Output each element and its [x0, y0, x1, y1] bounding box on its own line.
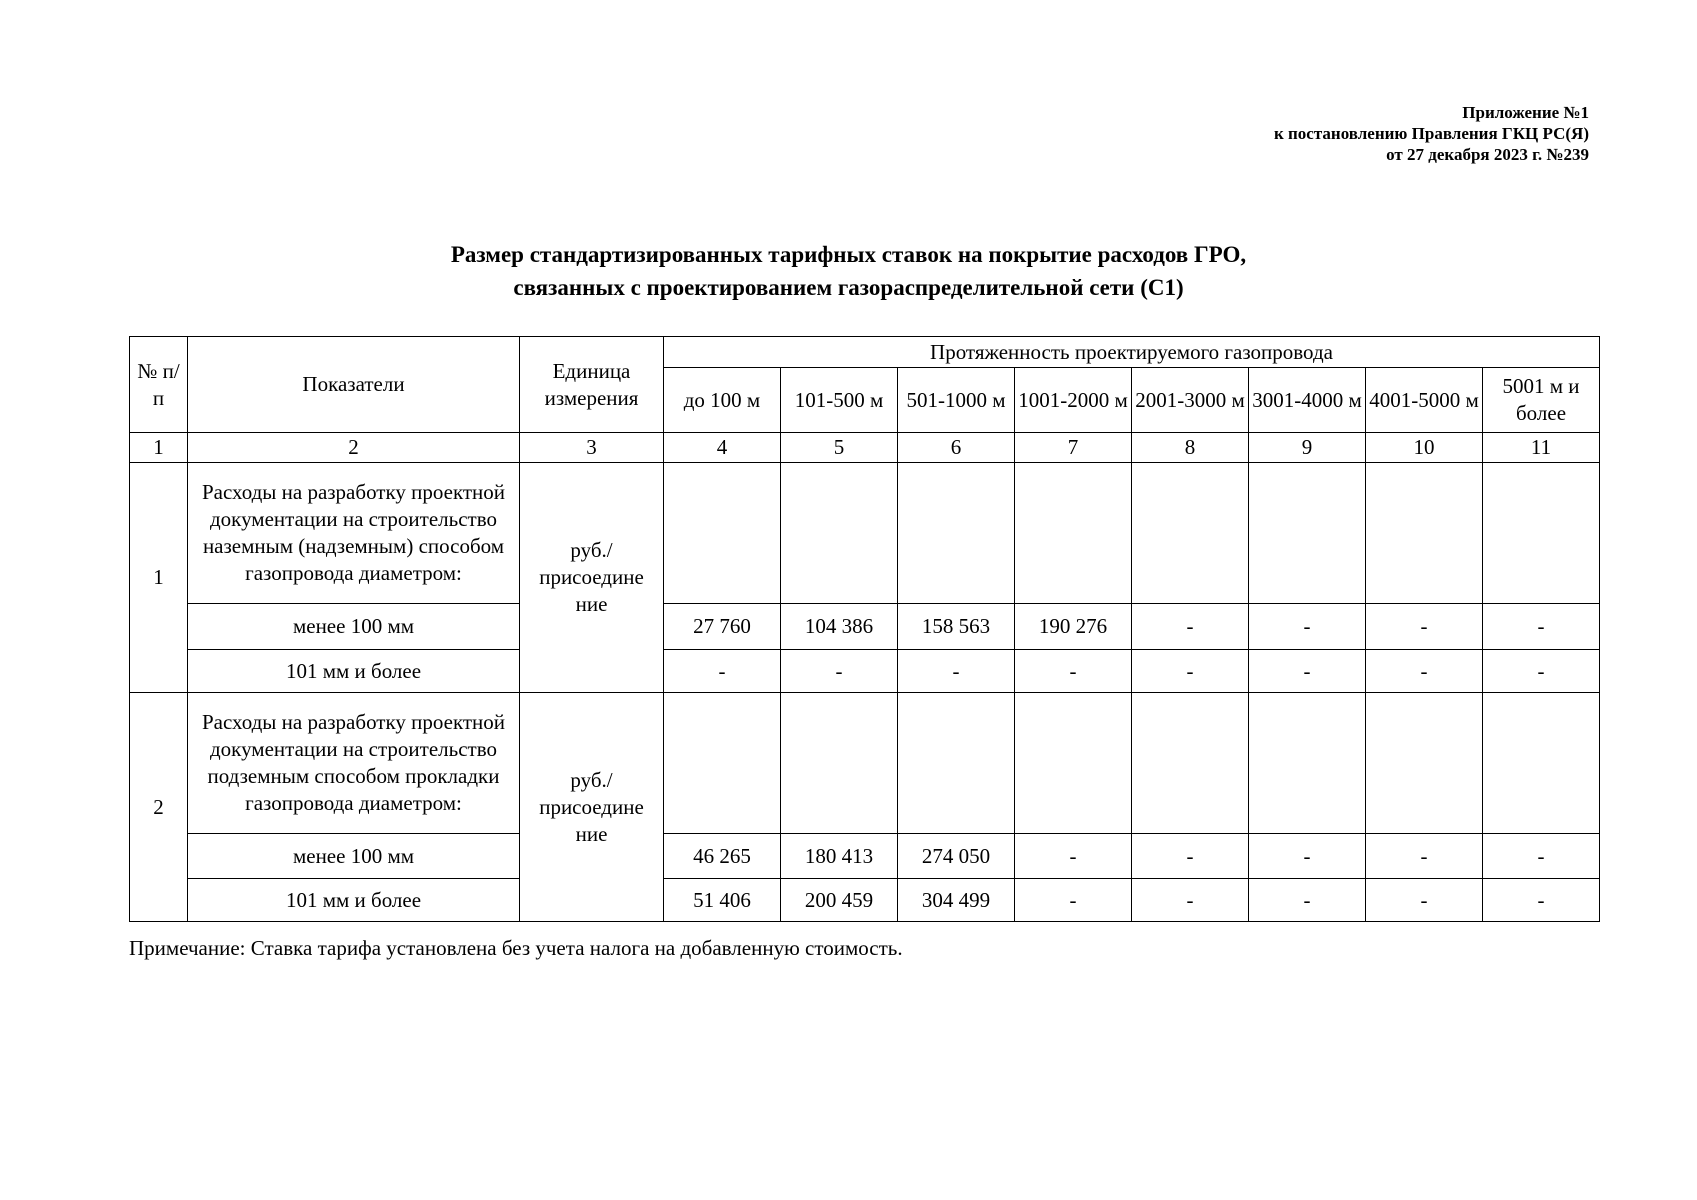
appendix-date: от 27 декабря 2023 г. №239: [1386, 145, 1589, 164]
empty-cell: [898, 463, 1015, 604]
empty-cell: [1366, 693, 1483, 834]
column-number: 7: [1015, 433, 1132, 463]
value-cell: -: [1132, 604, 1249, 650]
value-cell: -: [1249, 834, 1366, 879]
title-line-1: Размер стандартизированных тарифных ставок на покрытие расходов ГРО,: [450, 242, 1247, 267]
header-unit: Единица измерения: [520, 337, 664, 433]
value-cell: -: [1366, 650, 1483, 693]
header-range: 2001-3000 м: [1132, 368, 1249, 433]
empty-cell: [781, 463, 898, 604]
header-length-group: Протяженность проектируемого газопровода: [664, 337, 1600, 368]
empty-cell: [1483, 693, 1600, 834]
value-cell: 190 276: [1015, 604, 1132, 650]
section-unit: руб./ присоедине ние: [520, 693, 664, 922]
table-header-row: [130, 337, 1600, 368]
value-cell: -: [1132, 834, 1249, 879]
column-number: 2: [188, 433, 520, 463]
value-cell: -: [898, 650, 1015, 693]
value-cell: -: [1132, 879, 1249, 922]
header-range: 501-1000 м: [898, 368, 1015, 433]
value-cell: 104 386: [781, 604, 898, 650]
header-indicators: Показатели: [188, 337, 520, 433]
empty-cell: [781, 693, 898, 834]
empty-cell: [664, 463, 781, 604]
value-cell: -: [1015, 834, 1132, 879]
header-range: до 100 м: [664, 368, 781, 433]
value-cell: -: [781, 650, 898, 693]
empty-cell: [1132, 693, 1249, 834]
appendix-number: Приложение №1: [1462, 103, 1589, 122]
column-number: 1: [130, 433, 188, 463]
value-cell: -: [1015, 879, 1132, 922]
value-cell: -: [1483, 879, 1600, 922]
empty-cell: [664, 693, 781, 834]
row-label: менее 100 мм: [188, 604, 520, 650]
section-unit: руб./ присоедине ние: [520, 463, 664, 693]
empty-cell: [898, 693, 1015, 834]
header-range: 5001 м и более: [1483, 368, 1600, 433]
header-range: 1001-2000 м: [1015, 368, 1132, 433]
empty-cell: [1015, 463, 1132, 604]
value-cell: 304 499: [898, 879, 1015, 922]
value-cell: -: [1249, 879, 1366, 922]
row-label: 101 мм и более: [188, 650, 520, 693]
column-number: 8: [1132, 433, 1249, 463]
column-number: 11: [1483, 433, 1600, 463]
document-title: [0, 238, 1697, 304]
section-number: 2: [130, 693, 188, 922]
value-cell: -: [1132, 650, 1249, 693]
value-cell: -: [1366, 834, 1483, 879]
section-description: Расходы на разработку проектной документации на строительство наземным (надземным) способом газопровода диаметром:: [188, 463, 520, 604]
table-row: [130, 879, 1600, 922]
value-cell: -: [664, 650, 781, 693]
value-cell: -: [1366, 604, 1483, 650]
empty-cell: [1249, 463, 1366, 604]
appendix-header: [1274, 102, 1589, 165]
empty-cell: [1483, 463, 1600, 604]
value-cell: -: [1249, 650, 1366, 693]
empty-cell: [1249, 693, 1366, 834]
value-cell: 158 563: [898, 604, 1015, 650]
footnote: Примечание: Ставка тарифа установлена без учета налога на добавленную стоимость.: [129, 936, 903, 960]
value-cell: 200 459: [781, 879, 898, 922]
value-cell: -: [1015, 650, 1132, 693]
column-number: 3: [520, 433, 664, 463]
table-row: [130, 650, 1600, 693]
header-range: 3001-4000 м: [1249, 368, 1366, 433]
column-number: 4: [664, 433, 781, 463]
value-cell: 274 050: [898, 834, 1015, 879]
column-number: 5: [781, 433, 898, 463]
header-range: 101-500 м: [781, 368, 898, 433]
column-number: 6: [898, 433, 1015, 463]
value-cell: 180 413: [781, 834, 898, 879]
section-description-row: [130, 463, 1600, 604]
appendix-resolution: к постановлению Правления ГКЦ РС(Я): [1273, 124, 1589, 143]
row-label: менее 100 мм: [188, 834, 520, 879]
value-cell: 27 760: [664, 604, 781, 650]
section-description-row: [130, 693, 1600, 834]
table-row: [130, 604, 1600, 650]
value-cell: 46 265: [664, 834, 781, 879]
value-cell: -: [1249, 604, 1366, 650]
section-description: Расходы на разработку проектной документации на строительство подземным способом прокладки газопровода диаметром:: [188, 693, 520, 834]
value-cell: -: [1366, 879, 1483, 922]
value-cell: 51 406: [664, 879, 781, 922]
value-cell: -: [1483, 604, 1600, 650]
title-line-2: связанных с проектированием газораспределительной сети (С1): [513, 275, 1184, 300]
header-range: 4001-5000 м: [1366, 368, 1483, 433]
value-cell: -: [1483, 650, 1600, 693]
empty-cell: [1015, 693, 1132, 834]
section-number: 1: [130, 463, 188, 693]
tariff-table: [129, 336, 1600, 922]
column-number: 9: [1249, 433, 1366, 463]
column-number: 10: [1366, 433, 1483, 463]
column-number-row: [130, 433, 1600, 463]
header-number: № п/п: [130, 337, 188, 433]
value-cell: -: [1483, 834, 1600, 879]
empty-cell: [1366, 463, 1483, 604]
empty-cell: [1132, 463, 1249, 604]
table-row: [130, 834, 1600, 879]
row-label: 101 мм и более: [188, 879, 520, 922]
